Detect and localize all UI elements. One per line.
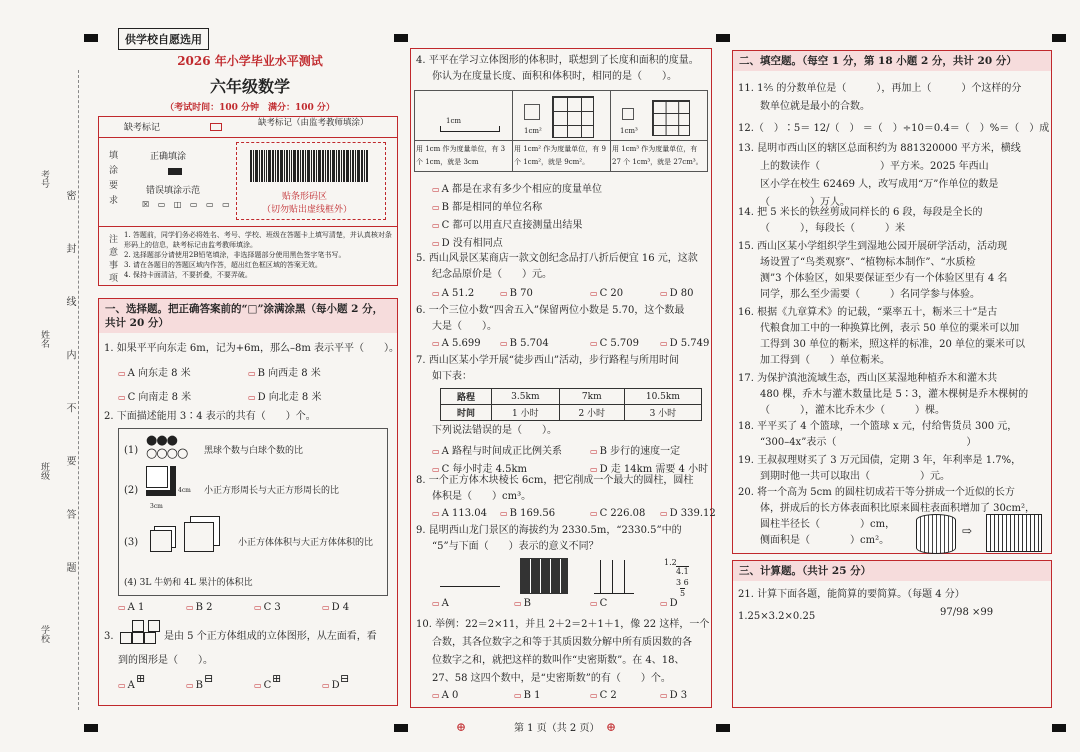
q10-option-b[interactable]: ▭ B 1 [514, 690, 541, 701]
q2-item-4-text: (4) 3L 牛奶和 4L 果汁的体积比 [124, 578, 253, 588]
crosshair-icon: ⊕ [606, 720, 617, 734]
q7-text-1: 7. 西山区某小学开展“徒步西山”活动，步行路程与所用时间 [416, 355, 679, 366]
dim-label: 3cm [150, 503, 163, 510]
q4-option-c[interactable]: ▭ C 都可以用直尺直接测量出结果 [432, 220, 583, 231]
f14-text-1: 14. 把 5 米长的铁丝剪成同样长的 6 段，每段是全长的 [738, 207, 983, 218]
q1-option-c[interactable]: ▭ C 向南走 8 米 [118, 392, 192, 403]
corner-mark [394, 34, 408, 42]
c21-text: 21. 计算下面各题，能简算的要简算。（每题 4 分） [738, 589, 965, 600]
q4-option-b[interactable]: ▭ B 都是相同的单位名称 [432, 202, 543, 213]
corner-mark [716, 724, 730, 732]
q3-solid-figure [120, 622, 162, 646]
fill-correct-label: 正确填涂 [150, 152, 187, 162]
q4-col-divider [512, 90, 513, 172]
q7-option-d[interactable]: ▭ D 走 14km 需要 4 小时 [590, 464, 709, 475]
barcode-text-1: 贴条形码区 [282, 192, 328, 202]
q8-text-2: 体积是（ ）cm³。 [432, 491, 532, 502]
missing-mark-checkbox[interactable] [210, 123, 222, 131]
note-item: 1. 答题前，同学们务必将姓名、考号、学校、班级在答题卡上填写清楚，并认真核对条形码上的信息，缺考标记由监考教师填涂。 [124, 231, 392, 249]
small-cube-figure [150, 530, 172, 552]
crosshair-icon: ⊕ [456, 720, 467, 734]
q7-table [440, 388, 702, 421]
q10-option-c[interactable]: ▭ C 2 [590, 690, 617, 701]
barcode-text-2: （切勿贴出虚线框外） [262, 205, 353, 215]
q1-option-b[interactable]: ▭ B 向西走 8 米 [248, 368, 321, 379]
cuboid-figure [986, 514, 1042, 552]
q2-option-d[interactable]: ▭ D 4 [322, 602, 350, 613]
q4-caption-3: 用 1cm³ 作为度量单位，有 27 个 1cm³，就是 27cm³。 [612, 145, 703, 166]
q1-text: 1. 如果平平向东走 6m，记为+6m，那么–8m 表示平平（ ）。 [104, 343, 399, 354]
cube-3x3x3 [652, 100, 690, 136]
q4-divider [414, 140, 708, 141]
q10-text-1: 10. 举例：22＝2×11，并且 2＋2＝2＋1＋1，像 22 这样，一个 [416, 619, 710, 630]
q10-text-3: 位数字之和，就把这样的数叫作“史密斯数”。在 4、18、 [432, 655, 685, 666]
section3-box [732, 560, 1052, 708]
vertical-calc-line: 1.2 [664, 558, 677, 567]
q3-number: 3. [104, 631, 114, 642]
f15-text-1: 15. 西山区某小学组织学生到湿地公园开展研学活动，活动现 [738, 241, 1008, 252]
f17-text-1: 17. 为保护滇池流域生态，西山区某湿地种植乔木和灌木共 [738, 373, 998, 384]
f15-text-2: 场设置了“鸟类观察”、“植物标本制作”、“水质检 [760, 257, 976, 268]
notes-list [124, 230, 394, 280]
q5-option-d[interactable]: ▭ D 80 [660, 288, 694, 299]
grid-3x3 [552, 96, 594, 138]
q5-option-b[interactable]: ▭ B 70 [500, 288, 533, 299]
name-label: 姓名 [39, 330, 49, 348]
seal-line-text: 密 封 线 内 不 要 答 题 [64, 190, 75, 593]
fill-wrong-samples: ☒ ▭ ◫ ▭ ▭ ▭ [142, 200, 233, 209]
f20-text-3: 圆柱半径长（ ）cm， [760, 519, 896, 530]
q8-option-a[interactable]: ▭ A 113.04 [432, 508, 487, 519]
q10-text-2: 合数，其各位数字之和等于其质因数分解中所有质因数的各 [432, 637, 692, 648]
hundreds-block-figure [520, 558, 568, 594]
optional-use-stamp: 供学校自愿选用 [118, 28, 209, 50]
unit-cube [622, 108, 634, 120]
f17-text-2: 480 棵，乔木与灌木数量比是 5∶3，灌木棵树是乔木棵树的 [760, 389, 1029, 400]
table-cell: 1 小时 [491, 405, 559, 421]
q6-option-a[interactable]: ▭ A 5.699 [432, 338, 481, 349]
q2-text: 2. 下面描述能用 3∶4 表示的共有（ ）个。 [104, 411, 316, 422]
q3-view-a: ⊞ [136, 672, 146, 685]
q8-option-b[interactable]: ▭ B 169.56 [500, 508, 556, 519]
q2-item-1-number: (1) [124, 445, 139, 456]
table-cell: 10.5km [624, 389, 701, 405]
arrow-icon: ⇨ [962, 524, 973, 538]
section3-header: 三、计算题。（共计 25 分） [733, 561, 1051, 581]
abacus-figure [594, 560, 634, 594]
q1-option-d[interactable]: ▭ D 向北走 8 米 [248, 392, 322, 403]
note-item: 2. 选择题部分请使用2B铅笔填涂，非选择题部分使用黑色签字笔书写。 [124, 251, 346, 259]
notes-label: 注意事项 [107, 234, 117, 286]
section1-header: 一、选择题。把正确答案前的“□”涂满涂黑（每小题 2 分，共计 20 分） [99, 299, 397, 333]
q8-option-c[interactable]: ▭ C 226.08 [590, 508, 646, 519]
small-square [146, 466, 168, 488]
q9-option-a[interactable]: ▭ A [432, 598, 449, 609]
f18-text-2: “300–4x”表示（ ） [760, 437, 977, 448]
subject-title: 六年级数学 [209, 77, 290, 96]
q2-option-b[interactable]: ▭ B 2 [186, 602, 213, 613]
q10-text-4: 27、58 这四个数中，是“史密斯数”的有（ ）个。 [432, 673, 671, 684]
q9-option-b[interactable]: ▭ B [514, 598, 531, 609]
q2-item-3-number: (3) [124, 537, 139, 548]
table-cell: 2 小时 [559, 405, 624, 421]
corner-mark [84, 34, 98, 42]
f19-text-2: 到期时他一共可以取出（ ）元。 [760, 471, 950, 482]
table-row [441, 405, 702, 421]
q2-item-2-text: 小正方形周长与大正方形周长的比 [204, 486, 340, 496]
dim-label: 4cm [178, 487, 191, 494]
q5-text-1: 5. 西山风景区某商店一款文创纪念品打八折后便宜 16 元，这款 [416, 253, 698, 264]
f13-text-1: 13. 昆明市西山区的辖区总面积约为 881320000 平方米，横线 [738, 143, 1021, 154]
q3-text-1: 是由 5 个正方体组成的立体图形，从左面看，看 [164, 631, 377, 642]
fill-wrong-label: 错误填涂示范 [146, 186, 201, 196]
q7-option-a[interactable]: ▭ A 路程与时间成正比例关系 [432, 446, 562, 457]
q4-text-2: 你认为在度量长度、面积和体积时，相同的是（ ）。 [432, 71, 677, 82]
f16-text-4: 加工得到（ ）单位粝米。 [760, 355, 890, 366]
q4-caption-1: 用 1cm 作为度量单位，有 3 个 1cm，就是 3cm [416, 145, 506, 166]
exam-info: （考试时间：100 分钟 满分：100 分） [165, 103, 335, 113]
q9-option-d[interactable]: ▭ D [660, 598, 678, 609]
q3-option-a[interactable]: ▭ A [118, 680, 135, 691]
q2-item-2-number: (2) [124, 485, 139, 496]
q3-option-d[interactable]: ▭ D [322, 680, 340, 691]
f13-text-2: 上的数读作（ ）平方米。2025 年西山 [760, 161, 989, 172]
q3-view-b: ⊟ [204, 672, 214, 685]
q4-col-divider [610, 90, 611, 172]
f11-text-2: 数单位就是最小的合数。 [760, 101, 870, 112]
q2-item-3-text: 小正方体体积与大正方体体积的比 [238, 538, 374, 548]
number-line-figure [440, 586, 500, 587]
table-row [441, 389, 702, 405]
f13-text-3: 区小学在校生 62469 人，改写成用“万”作单位的数是 [760, 179, 999, 190]
q3-text-2: 到的图形是（ ）。 [118, 655, 213, 666]
table-cell: 3.5km [491, 389, 559, 405]
f16-text-1: 16. 根据《九章算术》的记载，“粟率五十，粝米三十”是古 [738, 307, 998, 318]
q7-text-3: 下列说法错误的是（ ）。 [432, 425, 557, 436]
balls-figure: ●●● ○○○○ [146, 433, 188, 461]
q6-option-c[interactable]: ▭ C 5.709 [590, 338, 640, 349]
f15-text-4: 同学，那么至少需要（ ）名同学参与体验。 [760, 289, 980, 300]
table-cell: 路程 [441, 389, 492, 405]
q3-view-d: ⊟ [340, 672, 350, 685]
exam-title: 2026 年小学毕业水平测试 [177, 54, 323, 68]
f19-text-1: 19. 王叔叔理财买了 3 万元国债，定期 3 年，年利率是 1.7%， [738, 455, 1022, 466]
table-cell: 7km [559, 389, 624, 405]
vertical-calc-line: 4.1 [676, 567, 689, 576]
q7-option-b[interactable]: ▭ B 步行的速度一定 [590, 446, 681, 457]
missing-mark-note: 缺考标记（由监考教师填涂） [258, 118, 369, 128]
corner-mark [84, 724, 98, 732]
f20-text-1: 20. 将一个高为 5cm 的圆柱切成若干等分拼成一个近似的长方 [738, 487, 1015, 498]
q4-fig-label-3: 1cm³ [620, 127, 638, 135]
q2-option-c[interactable]: ▭ C 3 [254, 602, 281, 613]
table-cell: 3 小时 [624, 405, 701, 421]
f11-text-1: 11. 1⅖ 的分数单位是（ ），再加上（ ）个这样的分 [738, 83, 1022, 94]
q3-option-c[interactable]: ▭ C [254, 680, 272, 691]
f20-text-4: 侧面积是（ ）cm²。 [760, 535, 890, 546]
exam-number-label: 考号 [39, 170, 49, 188]
q10-option-a[interactable]: ▭ A 0 [432, 690, 459, 701]
q1-option-a[interactable]: ▭ A 向东走 8 米 [118, 368, 191, 379]
seal-line [78, 70, 79, 710]
section2-header: 二、填空题。（每空 1 分，第 18 小题 2 分，共计 20 分） [733, 51, 1051, 71]
f16-text-3: 工得到 30 单位的粝米，照这样的标准，20 单位的粟米可以 [760, 339, 1025, 350]
q6-option-d[interactable]: ▭ D 5.749 [660, 338, 710, 349]
big-cube-figure [184, 522, 214, 552]
q3-option-b[interactable]: ▭ B [186, 680, 203, 691]
q8-text-1: 8. 一个正方体木块棱长 6cm，把它削成一个最大的圆柱，圆柱 [416, 475, 694, 486]
q6-option-b[interactable]: ▭ B 5.704 [500, 338, 549, 349]
vertical-calc-line: 5 [680, 589, 686, 598]
q6-text-1: 6. 一个三位小数“四舍五入”保留两位小数是 5.70，这个数最 [416, 305, 685, 316]
q4-text-1: 4. 平平在学习立体图形的体积时，联想到了长度和面积的度量。 [416, 55, 699, 66]
q4-option-d[interactable]: ▭ D 没有相同点 [432, 238, 503, 249]
class-label: 班级 [39, 462, 49, 480]
school-label: 学校 [39, 625, 49, 643]
unit-square [524, 104, 540, 120]
q5-option-c[interactable]: ▭ C 20 [590, 288, 624, 299]
corner-mark [1052, 724, 1066, 732]
q3-view-c: ⊞ [272, 672, 282, 685]
q9-text-2: “5”与下面（ ）表示的意义不同？ [432, 541, 599, 552]
q5-text-2: 纪念品原价是（ ）元。 [432, 269, 552, 280]
q6-text-2: 大是（ ）。 [432, 321, 497, 332]
fill-requirements-label: 填涂要求 [107, 150, 117, 210]
page-footer: 第 1 页（共 2 页） [514, 723, 600, 734]
q5-option-a[interactable]: ▭ A 51.2 [432, 288, 475, 299]
corner-mark [716, 34, 730, 42]
q9-option-c[interactable]: ▭ C [590, 598, 608, 609]
corner-mark [1052, 34, 1066, 42]
q4-fig-label-1: 1cm [446, 117, 462, 125]
f12-text: 12.（ ）∶5＝ 12/（ ） ＝（ ）÷10＝0.4＝（ ）%＝（ ）成 [738, 123, 1050, 134]
note-item: 3. 请在各题目的答题区域内作答，超出红色框区域的答案无效。 [124, 261, 322, 269]
f14-text-2: （ ），每段长（ ）米 [760, 223, 905, 234]
f17-text-3: （ ），灌木比乔木少（ ）棵。 [760, 405, 945, 416]
q8-option-d[interactable]: ▭ D 339.12 [660, 508, 716, 519]
q9-text-1: 9. 昆明西山龙门景区的海拔约为 2330.5m，“2330.5”中的 [416, 525, 682, 536]
f20-text-2: 体，拼成后的长方体表面积比原来圆柱表面积增加了 30cm²， [760, 503, 1035, 514]
q4-fig-label-2: 1cm² [524, 127, 542, 135]
q2-option-a[interactable]: ▭ A 1 [118, 602, 145, 613]
q10-option-d[interactable]: ▭ D 3 [660, 690, 688, 701]
q4-caption-2: 用 1cm² 作为度量单位，有 9 个 1cm²，就是 9cm²。 [514, 145, 606, 166]
fill-correct-sample [168, 168, 182, 175]
f13-text-4: （ ）万人。 [760, 197, 850, 208]
q2-item-1-text: 黑球个数与白球个数的比 [204, 446, 304, 456]
q7-option-c[interactable]: ▭ C 每小时走 4.5km [432, 464, 528, 475]
c21-expr-1: 1.25×3.2×0.25 [738, 611, 816, 622]
missing-mark-label: 缺考标记 [124, 123, 161, 133]
table-cell: 时间 [441, 405, 492, 421]
q7-text-2: 如下表： [432, 371, 472, 382]
barcode [250, 150, 368, 182]
c21-expr-2: 97/98 ×99 [940, 607, 994, 618]
corner-mark [394, 724, 408, 732]
notes-divider [98, 226, 398, 227]
vertical-calc-line: 3 6 [676, 578, 689, 587]
note-item: 4. 保持卡面清洁，不要折叠，不要弄破。 [124, 271, 252, 279]
q4-option-a[interactable]: ▭ A 都是在求有多少个相应的度量单位 [432, 184, 602, 195]
f18-text-1: 18. 平平买了 4 个篮球，一个篮球 x 元，付给售货员 300 元， [738, 421, 1018, 432]
cylinder-figure [916, 514, 956, 554]
f15-text-3: 测”3 个体验区，如果要保证至少有一个体验区里有 4 名 [760, 273, 1008, 284]
f16-text-2: 代粮食加工中的一种换算比例，表示 50 单位的粟米可以加 [760, 323, 1020, 334]
